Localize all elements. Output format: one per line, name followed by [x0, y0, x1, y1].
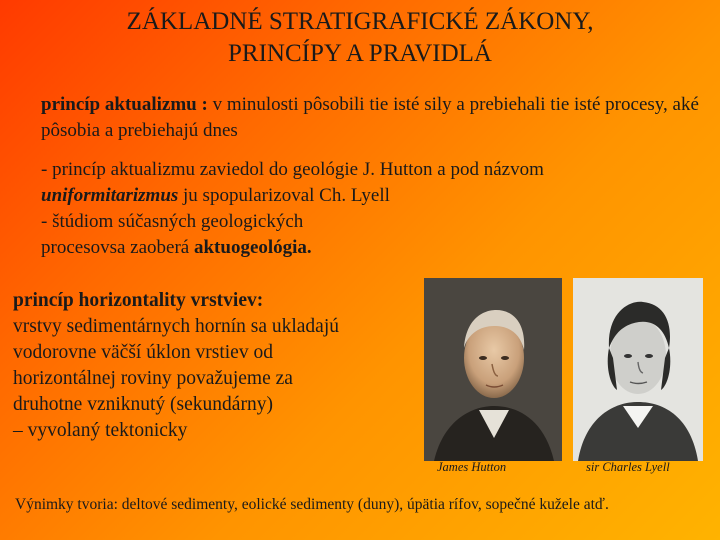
actualism-point-study-line1: - štúdiom súčasných geologických	[41, 211, 304, 232]
lyell-caption: sir Charles Lyell	[586, 460, 670, 474]
title-line-2: PRINCÍPY A PRAVIDLÁ	[228, 40, 492, 67]
title-line-1: ZÁKLADNÉ STRATIGRAFICKÉ ZÁKONY,	[126, 8, 594, 35]
horizontality-line: vodorovne väčší úklon vrstiev od	[13, 342, 273, 363]
horizontality-heading: princíp horizontality vrstviev:	[13, 290, 264, 311]
lyell-portrait	[573, 278, 703, 461]
lyell-portrait-image	[573, 278, 703, 461]
actualism-text: v minulosti pôsobili tie isté sily a prebiehali tie isté procesy, aké pôsobia a prebiehajú dnes	[41, 94, 699, 141]
uniformitarianism-term: uniformitarizmus	[41, 185, 179, 206]
point2-before: procesovsa zaoberá	[41, 237, 194, 258]
point1-before: - princíp aktualizmu zaviedol do geológie J. Hutton a pod názvom	[41, 159, 544, 180]
actuogeology-term: aktuogeológia.	[193, 237, 312, 258]
horizontality-line: – vyvolaný tektonicky	[13, 420, 188, 441]
slide-title	[60, 6, 660, 70]
hutton-caption: James Hutton	[437, 460, 507, 474]
actualism-definition	[41, 92, 701, 144]
actualism-point-study-line2	[41, 235, 641, 261]
horizontality-principle	[13, 288, 428, 444]
hutton-portrait-image	[424, 278, 562, 461]
hutton-portrait	[424, 278, 562, 461]
actualism-points	[41, 157, 641, 261]
horizontality-line: horizontálnej roviny považujeme za	[13, 368, 293, 389]
actualism-point-hutton	[41, 157, 641, 209]
horizontality-line: vrstvy sedimentárnych hornín sa ukladajú	[13, 316, 340, 337]
horizontality-line: druhotne vzniknutý (sekundárny)	[13, 394, 273, 415]
point1-after: ju spopularizoval Ch. Lyell	[178, 185, 390, 206]
exceptions-note: Výnimky tvoria: deltové sedimenty, eolické sedimenty (duny), úpätia rífov, sopečné kužele atď.	[15, 496, 609, 513]
actualism-heading: princíp aktualizmu :	[41, 94, 208, 115]
